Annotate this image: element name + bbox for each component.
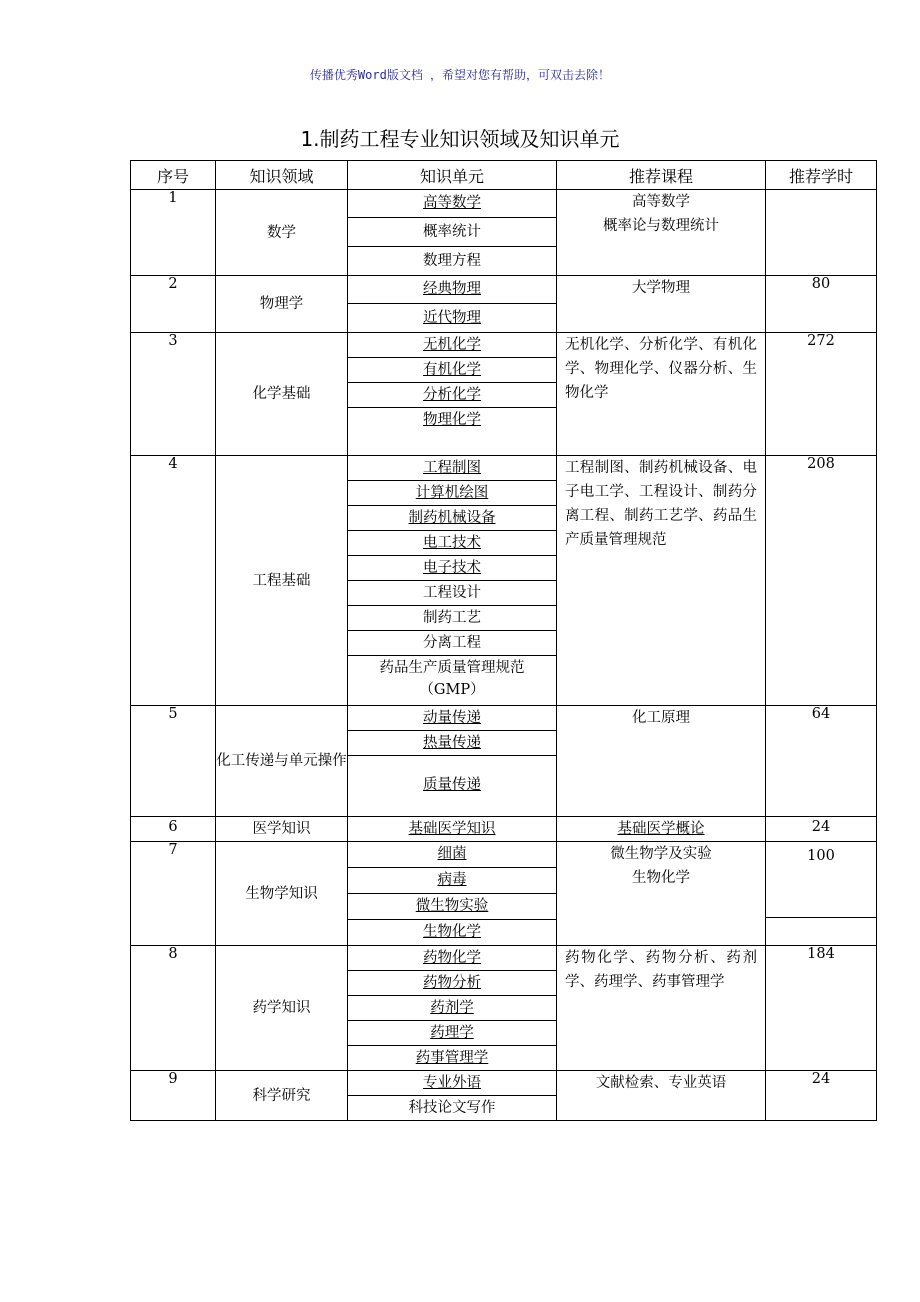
row-area: 生物学知识 [216, 842, 348, 946]
unit-item: 近代物理 [423, 310, 481, 326]
row-course: 大学物理 [557, 276, 766, 333]
row-course: 高等数学 概率论与数理统计 [557, 190, 766, 276]
row-area: 工程基础 [216, 456, 348, 706]
table-row [131, 817, 877, 842]
row-area: 化学基础 [216, 333, 348, 456]
unit-item: 制药机械设备 [348, 506, 556, 531]
unit-item: 分析化学 [348, 383, 556, 408]
unit-item: 电子技术 [348, 556, 556, 581]
row-hours: 80 [766, 276, 877, 333]
row-area: 化工传递与单元操作 [216, 706, 348, 817]
col-header-hours: 推荐学时 [766, 161, 877, 190]
row-hours: 24 [766, 1071, 877, 1121]
row-course: 工程制图、制药机械设备、电子电工学、工程设计、制药分离工程、制药工艺学、药品生产质量管理规范 [557, 456, 766, 706]
row-units [348, 817, 557, 842]
unit-item: 细菌 [348, 842, 556, 868]
row-units [348, 1071, 557, 1121]
unit-item: 药物分析 [348, 971, 556, 996]
row-hours: 64 [766, 706, 877, 817]
row-course: 基础医学概论 [557, 817, 766, 842]
row-hours: 208 [766, 456, 877, 706]
row-hours: 184 [766, 946, 877, 1071]
unit-item: 高等数学 [348, 190, 556, 218]
table-row [131, 276, 877, 333]
col-header-course: 推荐课程 [557, 161, 766, 190]
row-course: 文献检索、专业英语 [557, 1071, 766, 1121]
row-area: 药学知识 [216, 946, 348, 1071]
row-units [348, 333, 557, 456]
row-index: 8 [131, 946, 216, 1071]
row-index: 6 [131, 817, 216, 842]
row-course: 微生物学及实验 生物化学 [557, 842, 766, 946]
row-index: 3 [131, 333, 216, 456]
row-units [348, 706, 557, 817]
row-index: 4 [131, 456, 216, 706]
unit-item: 生物化学 [423, 924, 481, 940]
unit-item: 分离工程 [348, 631, 556, 656]
unit-item: 有机化学 [348, 358, 556, 383]
table-row [131, 706, 877, 817]
row-area: 数学 [216, 190, 348, 276]
col-header-index: 序号 [131, 161, 216, 190]
row-hours: 24 [766, 817, 877, 842]
row-course: 无机化学、分析化学、有机化学、物理化学、仪器分析、生物化学 [557, 333, 766, 456]
row-course: 化工原理 [557, 706, 766, 817]
row-area: 医学知识 [216, 817, 348, 842]
unit-item: 药品生产质量管理规范（GMP） [379, 660, 525, 698]
row-units [348, 190, 557, 276]
unit-item: 专业外语 [348, 1071, 556, 1096]
unit-item: 质量传递 [423, 777, 481, 793]
col-header-area: 知识领域 [216, 161, 348, 190]
row-index: 2 [131, 276, 216, 333]
table-row [131, 333, 877, 456]
knowledge-table [130, 160, 877, 1121]
col-header-units: 知识单元 [348, 161, 557, 190]
unit-item: 工程设计 [348, 581, 556, 606]
row-course: 药物化学、药物分析、药剂学、药理学、药事管理学 [557, 946, 766, 1071]
unit-item: 计算机绘图 [348, 481, 556, 506]
unit-item: 病毒 [348, 868, 556, 894]
hours-value: 100 [766, 842, 876, 918]
table-header-row [131, 161, 877, 190]
unit-item: 药物化学 [348, 946, 556, 971]
unit-item: 电工技术 [348, 531, 556, 556]
row-units [348, 456, 557, 706]
row-index: 9 [131, 1071, 216, 1121]
row-area: 科学研究 [216, 1071, 348, 1121]
row-hours [766, 842, 877, 946]
unit-item: 微生物实验 [348, 894, 556, 920]
unit-item: 动量传递 [348, 706, 556, 731]
row-index: 5 [131, 706, 216, 817]
unit-item: 概率统计 [348, 218, 556, 247]
row-units [348, 842, 557, 946]
unit-item: 工程制图 [348, 456, 556, 481]
unit-item: 数理方程 [423, 253, 481, 269]
row-units [348, 946, 557, 1071]
unit-item: 药剂学 [348, 996, 556, 1021]
table-row [131, 190, 877, 276]
unit-item: 药理学 [348, 1021, 556, 1046]
row-area: 物理学 [216, 276, 348, 333]
unit-item: 经典物理 [348, 276, 556, 304]
table-row [131, 842, 877, 946]
row-hours [766, 190, 877, 276]
table-row [131, 1071, 877, 1121]
unit-item: 热量传递 [348, 731, 556, 756]
row-units [348, 276, 557, 333]
unit-item: 基础医学知识 [408, 821, 496, 837]
row-hours: 272 [766, 333, 877, 456]
unit-item: 科技论文写作 [408, 1100, 496, 1116]
unit-item: 物理化学 [423, 412, 481, 428]
row-index: 7 [131, 842, 216, 946]
unit-item: 制药工艺 [348, 606, 556, 631]
watermark-text: 传播优秀Word版文档 ，希望对您有帮助，可双击去除！ [309, 68, 611, 82]
table-row [131, 456, 877, 706]
page-title: 1.制药工程专业知识领域及知识单元 [300, 127, 620, 151]
table-row [131, 946, 877, 1071]
unit-item: 药事管理学 [415, 1050, 489, 1066]
unit-item: 无机化学 [348, 333, 556, 358]
row-index: 1 [131, 190, 216, 276]
